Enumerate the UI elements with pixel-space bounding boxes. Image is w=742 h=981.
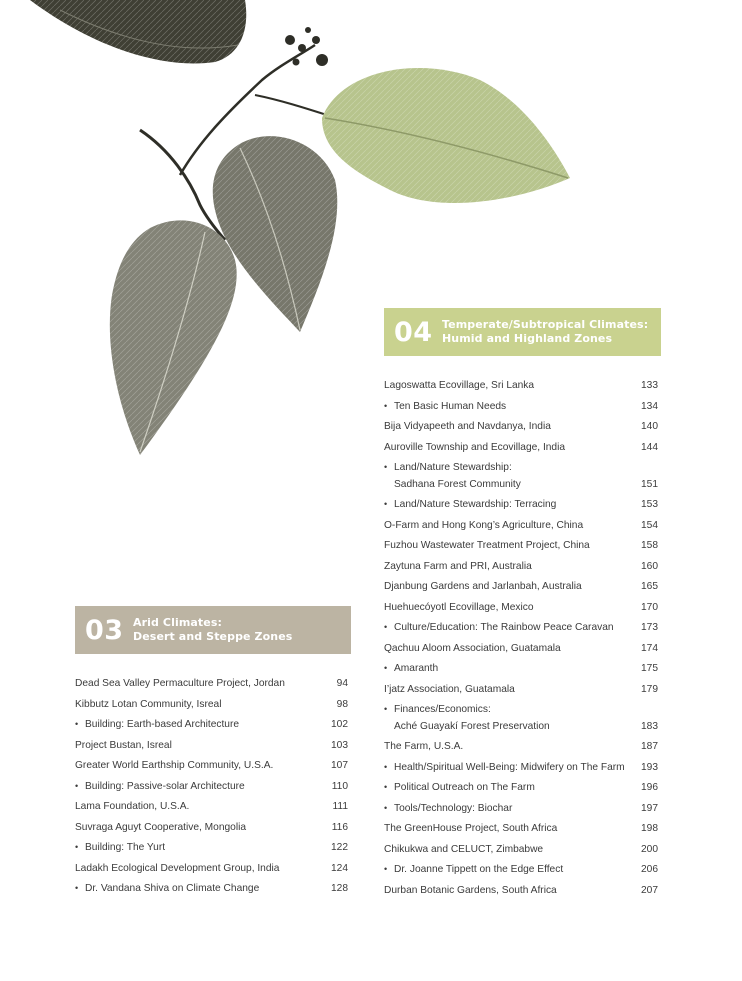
toc-entry-sub[interactable] — [384, 756, 661, 777]
toc-entry-page: 193 — [641, 761, 658, 773]
toc-entry-sub[interactable] — [384, 858, 661, 879]
toc-entry-label: • Building: Passive-solar Architecture — [75, 778, 245, 796]
toc-entry[interactable] — [75, 857, 351, 878]
section-03 — [75, 606, 351, 898]
section-03-title-line2: Desert and Steppe Zones — [133, 630, 293, 643]
toc-entry-label: I’jatz Association, Guatamala — [384, 683, 515, 695]
toc-entry-page: 187 — [641, 741, 658, 752]
toc-entry[interactable] — [75, 734, 351, 755]
toc-entry[interactable] — [384, 534, 661, 555]
toc-entry[interactable] — [75, 754, 351, 775]
toc-entry-sub[interactable] — [384, 395, 661, 416]
toc-entry-label: The Farm, U.S.A. — [384, 741, 464, 752]
toc-entry[interactable] — [75, 672, 351, 693]
toc-entry-label: Huehuecóyotl Ecovillage, Mexico — [384, 601, 534, 613]
toc-entry-sub[interactable] — [384, 456, 661, 493]
toc-entry-sub[interactable] — [384, 698, 661, 735]
toc-entry-page: 153 — [641, 499, 658, 510]
section-03-title — [133, 616, 292, 644]
toc-entry-label: O-Farm and Hong Kong’s Agriculture, China — [384, 519, 584, 531]
toc-entry-label: • Health/Spiritual Well-Being: Midwifery on The Farm — [384, 759, 625, 777]
toc-entry[interactable] — [384, 436, 661, 457]
toc-entry-page: 140 — [641, 421, 658, 432]
toc-entry-page: 200 — [641, 843, 658, 855]
toc-entry-sub[interactable] — [75, 877, 351, 898]
section-04-number: 04 — [394, 316, 433, 348]
toc-entry-sub[interactable] — [384, 797, 661, 818]
toc-entry-label: Dead Sea Valley Permaculture Project, Jordan — [75, 678, 285, 689]
toc-entry-label — [384, 459, 521, 493]
toc-entry[interactable] — [384, 555, 661, 576]
section-03-banner — [75, 606, 351, 654]
toc-entry-label: Lagoswatta Ecovillage, Sri Lanka — [384, 380, 535, 391]
toc-entry-page: 179 — [641, 683, 658, 695]
toc-entry-page: 107 — [331, 760, 348, 771]
toc-entry-label — [384, 701, 550, 735]
toc-entry-page: 173 — [641, 622, 658, 633]
toc-entry-label: • Dr. Vandana Shiva on Climate Change — [75, 880, 259, 898]
section-03-entries — [75, 672, 351, 898]
toc-entry-page: 174 — [641, 642, 658, 654]
toc-entry-page: 110 — [331, 780, 348, 792]
toc-entry-page: 133 — [641, 380, 658, 391]
toc-entry-page: 207 — [641, 884, 658, 896]
toc-entry-page: 206 — [641, 864, 658, 875]
toc-entry-label: Kibbutz Lotan Community, Isreal — [75, 698, 222, 710]
toc-entry-page: 165 — [641, 581, 658, 592]
toc-entry-sub[interactable] — [384, 493, 661, 514]
toc-entry-label-line1: Land/Nature Stewardship: — [394, 462, 512, 473]
toc-entry-page: 197 — [641, 802, 658, 814]
toc-entry-label: • Culture/Education: The Rainbow Peace Caravan — [384, 619, 614, 637]
toc-entry-page: 170 — [641, 601, 658, 613]
toc-entry[interactable] — [384, 514, 661, 535]
toc-entry-label: • Political Outreach on The Farm — [384, 779, 535, 797]
section-04-banner — [384, 308, 661, 356]
toc-entry-label: Chikukwa and CELUCT, Zimbabwe — [384, 843, 544, 855]
toc-entry-label: • Amaranth — [384, 660, 438, 678]
toc-entry-label: Greater World Earthship Community, U.S.A. — [75, 760, 274, 771]
toc-entry-label: The GreenHouse Project, South Africa — [384, 823, 558, 834]
toc-entry-label-line1: Finances/Economics: — [394, 704, 491, 715]
toc-entry-page: 196 — [641, 782, 658, 793]
toc-entry-label: Durban Botanic Gardens, South Africa — [384, 884, 557, 896]
toc-entry-sub[interactable] — [384, 616, 661, 637]
toc-entry[interactable] — [384, 637, 661, 658]
toc-entry[interactable] — [384, 575, 661, 596]
toc-entry-label: Bija Vidyapeeth and Navdanya, India — [384, 421, 551, 432]
toc-entry[interactable] — [384, 817, 661, 838]
toc-entry[interactable] — [384, 415, 661, 436]
toc-entry-page: 124 — [331, 862, 348, 874]
section-03-number: 03 — [85, 614, 124, 646]
toc-entry-sub[interactable] — [75, 775, 351, 796]
toc-entry-page: 116 — [331, 821, 348, 833]
toc-entry-page: 175 — [641, 663, 658, 674]
toc-entry-label: Suvraga Aguyt Cooperative, Mongolia — [75, 821, 247, 833]
toc-entry[interactable] — [75, 795, 351, 816]
toc-entry-label: • Building: The Yurt — [75, 839, 165, 857]
toc-entry-page: 122 — [331, 842, 348, 853]
section-04-title-line1: Temperate/Subtropical Climates: — [442, 318, 649, 331]
section-04-title — [442, 318, 648, 346]
toc-entry-page: 98 — [336, 698, 348, 710]
toc-entry[interactable] — [384, 879, 661, 900]
toc-entry-label: • Land/Nature Stewardship: Terracing — [384, 496, 556, 514]
toc-entry-label: Project Bustan, Isreal — [75, 739, 172, 751]
toc-entry-page: 128 — [331, 883, 348, 894]
section-03-title-line1: Arid Climates: — [133, 616, 222, 629]
toc-entry-label: Ladakh Ecological Development Group, India — [75, 862, 280, 874]
toc-entry-label-line2: Sadhana Forest Community — [394, 479, 521, 490]
toc-entry-label: Qachuu Aloom Association, Guatamala — [384, 642, 561, 654]
toc-entry[interactable] — [384, 596, 661, 617]
toc-entry[interactable] — [384, 678, 661, 699]
toc-entry-label: Zaytuna Farm and PRI, Australia — [384, 560, 532, 572]
toc-entry-label: Djanbung Gardens and Jarlanbah, Australia — [384, 581, 582, 592]
toc-entry-page: 102 — [331, 719, 348, 730]
toc-entry[interactable] — [384, 838, 661, 859]
toc-entry-page: 111 — [332, 801, 348, 812]
toc-entry-label: Auroville Township and Ecovillage, India — [384, 441, 566, 453]
toc-entry-page: 144 — [641, 441, 658, 453]
toc-entry-label: Fuzhou Wastewater Treatment Project, China — [384, 540, 590, 551]
toc-entry-label-line2: Aché Guayakí Forest Preservation — [394, 721, 550, 732]
toc-entry-sub[interactable] — [75, 836, 351, 857]
toc-entry-label: Lama Foundation, U.S.A. — [75, 801, 190, 812]
toc-entry-label: • Dr. Joanne Tippett on the Edge Effect — [384, 861, 563, 879]
toc-entry-page: 198 — [641, 823, 658, 834]
toc-entry[interactable] — [75, 693, 351, 714]
toc-entry[interactable] — [75, 816, 351, 837]
toc-entry-sub[interactable] — [384, 657, 661, 678]
toc-entry-page: 158 — [641, 540, 658, 551]
section-04 — [384, 308, 661, 899]
toc-entry-label: • Tools/Technology: Biochar — [384, 800, 512, 818]
toc-entry-sub[interactable] — [75, 713, 351, 734]
toc-entry-page: 151 — [641, 478, 658, 490]
toc-entry-label: • Ten Basic Human Needs — [384, 398, 506, 416]
section-04-title-line2: Humid and Highland Zones — [442, 332, 613, 345]
toc-entry-page: 154 — [641, 519, 658, 531]
toc-entry-page: 134 — [641, 400, 658, 412]
toc-entry-page: 160 — [641, 560, 658, 572]
section-04-entries — [384, 374, 661, 899]
toc-entry-label: • Building: Earth-based Architecture — [75, 716, 239, 734]
toc-entry-sub[interactable] — [384, 776, 661, 797]
toc-entry-page: 103 — [331, 739, 348, 751]
toc-entry[interactable] — [384, 735, 661, 756]
toc-entry[interactable] — [384, 374, 661, 395]
branch-stem-right — [255, 95, 330, 116]
toc-entry-page: 94 — [336, 678, 348, 689]
toc-entry-page: 183 — [641, 720, 658, 732]
